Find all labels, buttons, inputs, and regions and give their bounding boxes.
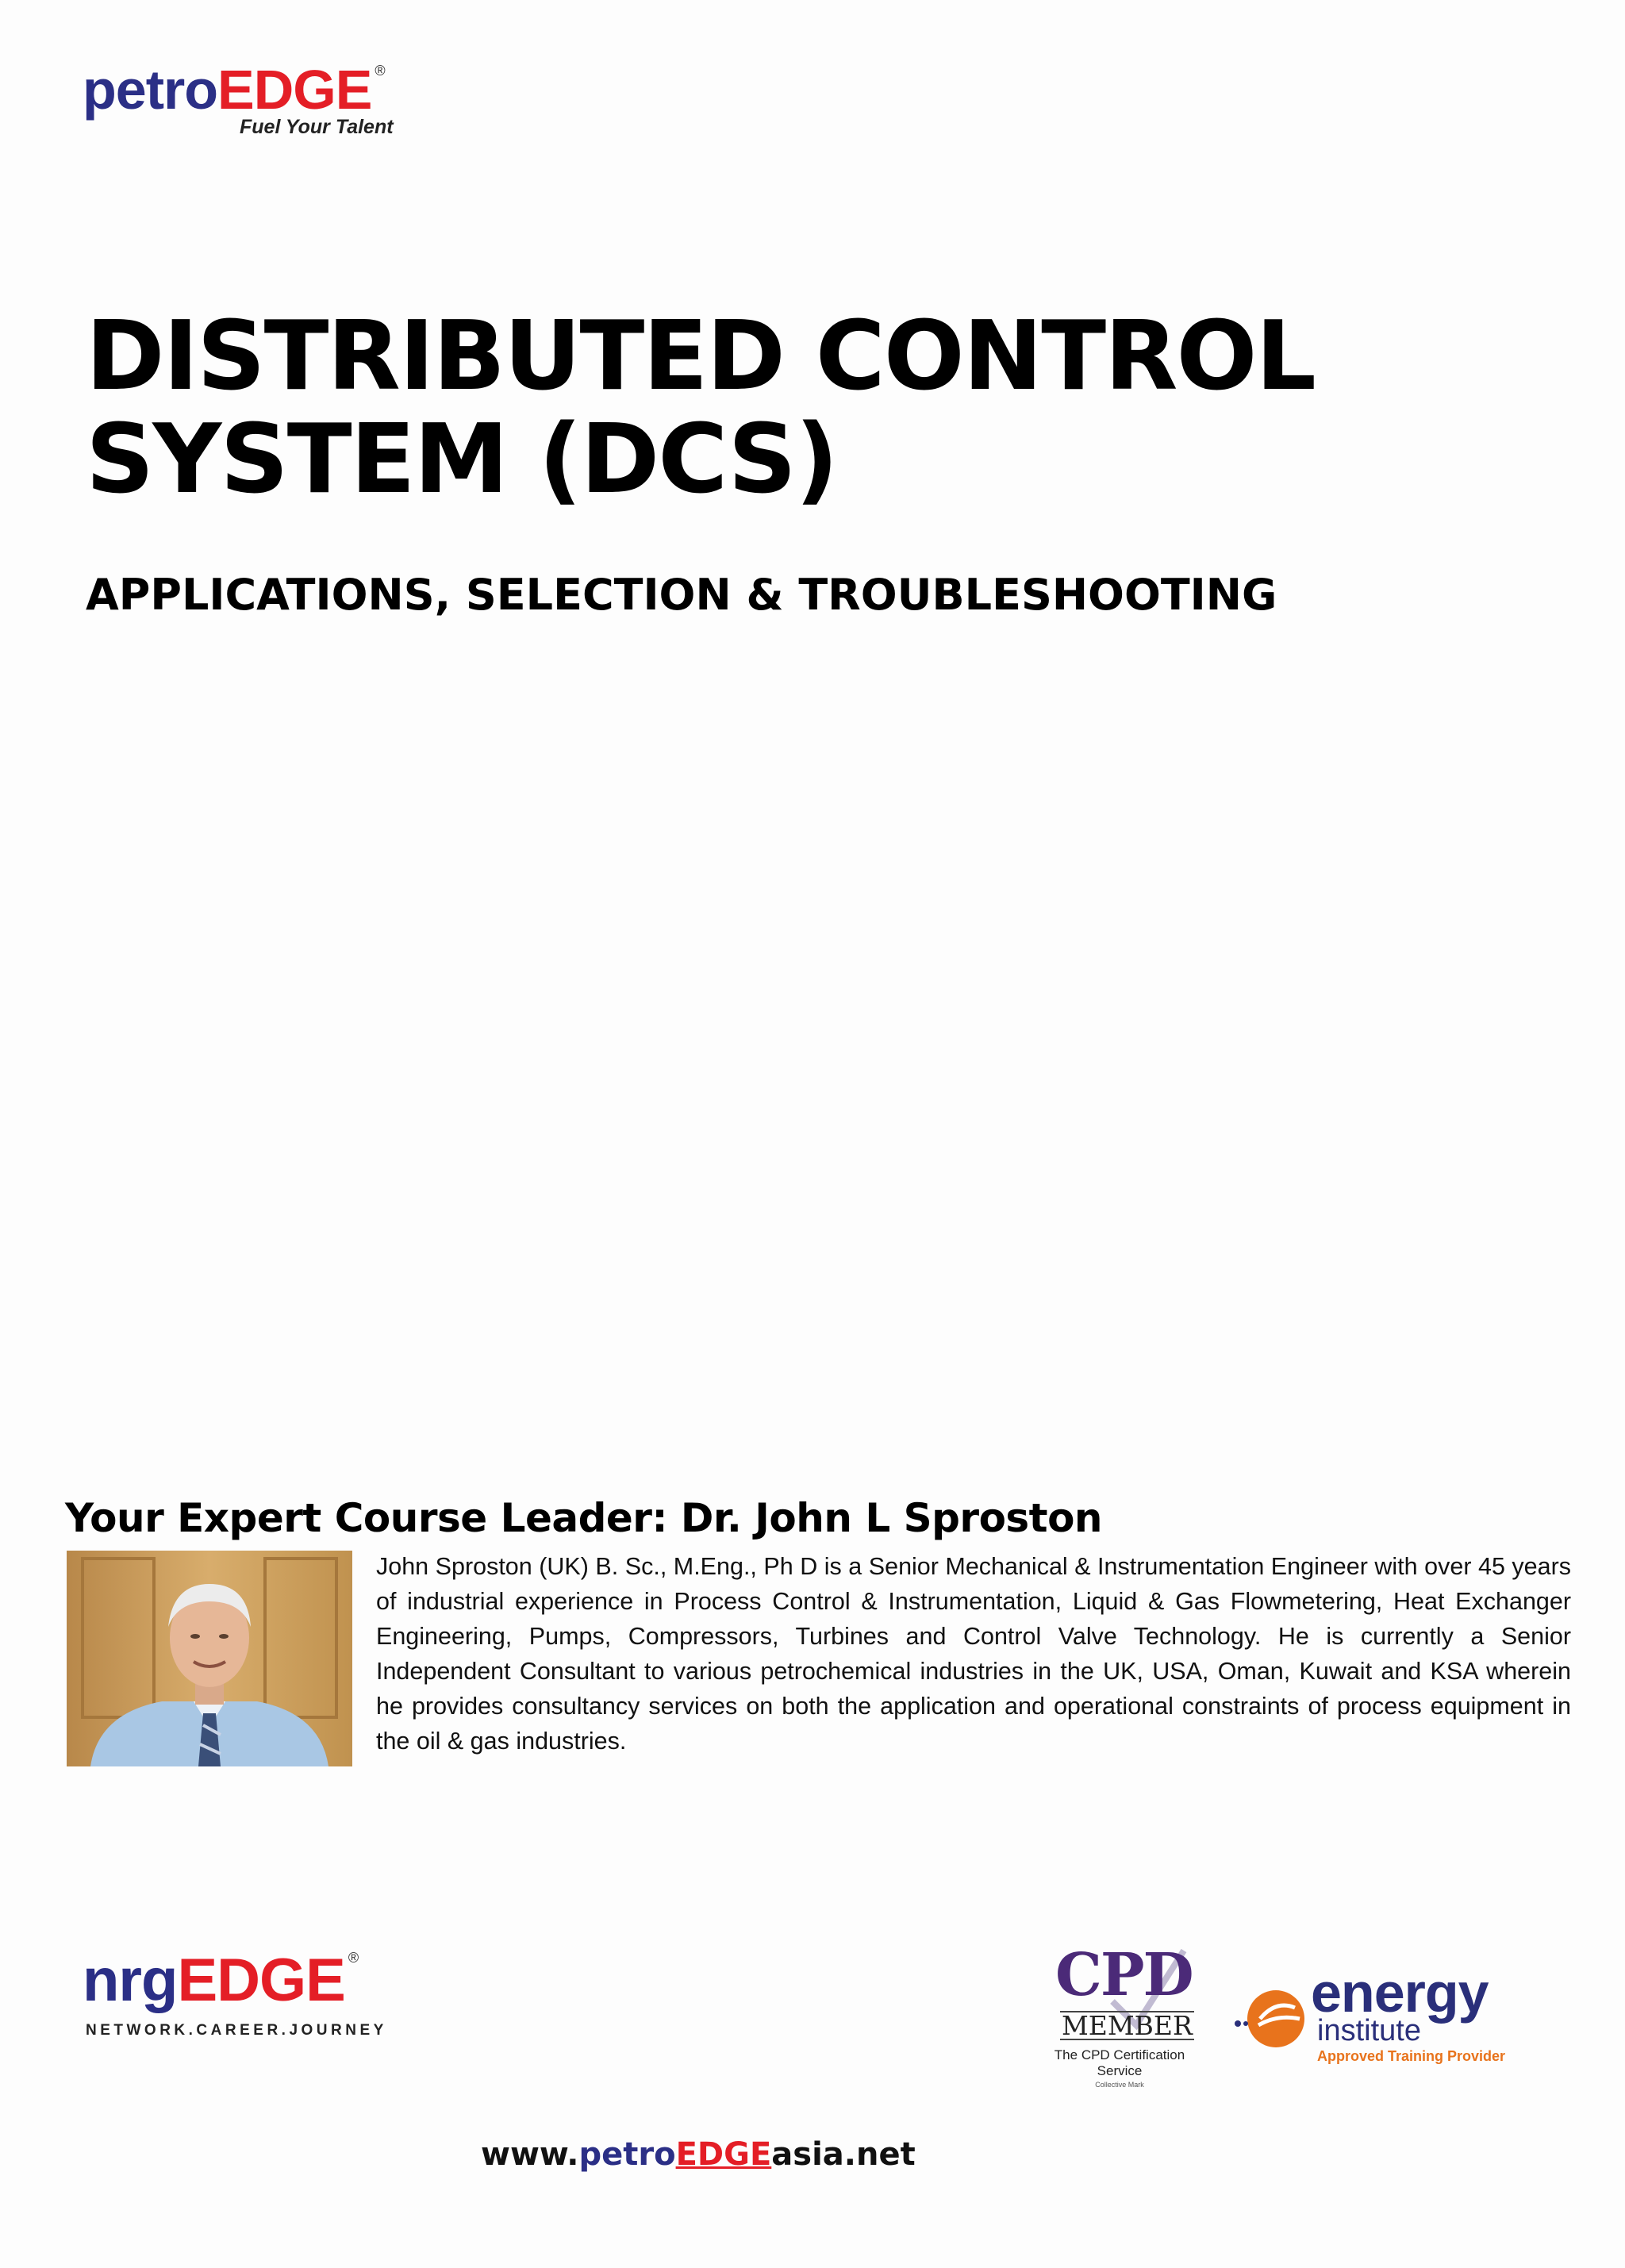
cpd-member-label: MEMBER [1062,2010,1193,2041]
url-prefix: www. [481,2136,579,2173]
energy-institute-word-institute: institute [1317,2014,1421,2047]
website-url[interactable] [481,2136,916,2173]
nrgedge-logo [83,1947,359,2014]
leader-photo [67,1551,352,1766]
url-suffix: asia.net [771,2136,916,2173]
cpd-service-line1: The CPD Certification [1054,2047,1185,2062]
leader-heading: Your Expert Course Leader: Dr. John L Sproston [65,1495,1103,1541]
page-title [86,302,1315,515]
nrg-brand-nrg: nrg [83,1947,178,2014]
energy-institute-word-energy: energy [1311,1962,1489,2024]
energy-institute-tagline: Approved Training Provider [1317,2048,1506,2064]
url-edge: EDGE [675,2136,772,2173]
cpd-logo-text: CPD [1055,1941,1193,2009]
cpd-collective-mark: Collective Mark [1095,2081,1144,2089]
title-line-1: DISTRIBUTED CONTROL [86,302,1315,412]
energy-institute-icon [1230,1984,1309,2055]
logo-tagline: Fuel Your Talent [240,116,394,138]
petroedge-logo [83,59,385,121]
title-line-2: SYSTEM (DCS) [86,404,837,515]
logo-brand-petro: petro [83,59,217,121]
url-petro: petro [578,2136,676,2173]
nrg-registered-mark: ® [348,1950,359,1966]
logo-brand-edge: EDGE [217,59,372,121]
cpd-service-line2: Service [1097,2063,1143,2078]
registered-mark: ® [375,63,385,79]
nrg-brand-edge: EDGE [177,1947,345,2014]
nrg-tagline: NETWORK.CAREER.JOURNEY [86,2022,387,2039]
leader-bio: John Sproston (UK) B. Sc., M.Eng., Ph D is a Senior Mechanical & Instrumentation Engineer with over 45 years of industrial experience in Process Control & Instrumentation, Liquid & Gas Flowmetering, Heat Exchanger Engineering, Pumps, Compressors, Turbines and Control Valve Technology. He is currently a Senior Independent Consultant to various petrochemical industries in the UK, USA, Oman, Kuwait and KSA wherein he provides consultancy services on both the application and operational constraints of process equipment in the oil & gas industries. [376,1553,1571,1755]
page-subtitle: APPLICATIONS, SELECTION & TROUBLESHOOTING [86,570,1277,620]
